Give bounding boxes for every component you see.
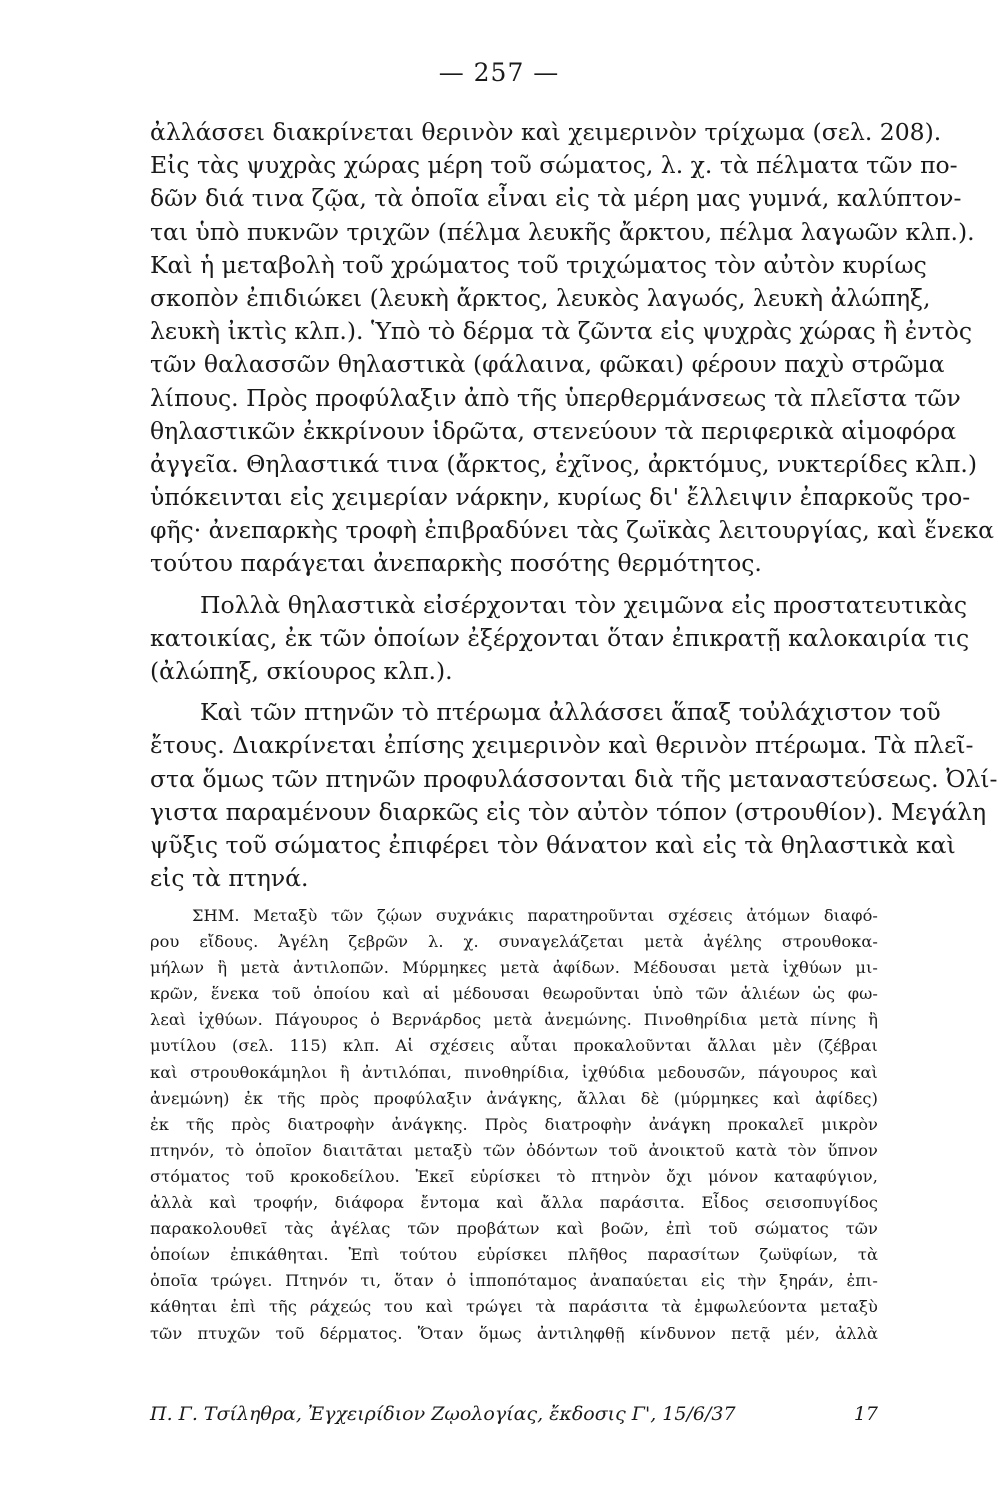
note-line: κρῶν, ἕνεκα τοῦ ὁποίου καὶ αἱ μέδουσαι θεωροῦνται ὑπὸ τῶν ἁλιέων ὡς φω- [150,984,878,1004]
note-line: ἐκ τῆς πρὸς διατροφὴν ἀνάγκης. Πρὸς διατροφὴν ἀνάγκη προκαλεῖ μικρὸν [150,1114,878,1134]
note-line: καὶ στρουθοκάμηλοι ἢ ἀντιλόπαι, πινοθηρίδια, ἰχθύδια μεδουσῶν, πάγουρος καὶ [150,1062,878,1082]
text-line: ἔτους. Διακρίνεται ἐπίσης χειμερινὸν καὶ θερινὸν πτέρωμα. Τὰ πλεῖ- [150,731,974,760]
footnote-block [150,903,878,1347]
text-line: στα ὅμως τῶν πτηνῶν προφυλάσσονται διὰ τῆς μεταναστεύσεως. Ὀλί- [150,764,998,793]
text-line: τούτου παράγεται ἀνεπαρκὴς ποσότης θερμότητος. [150,549,762,578]
text-line: ψῦξις τοῦ σώματος ἐπιφέρει τὸν θάνατον καὶ εἰς τὰ θηλαστικὰ καὶ [150,830,956,859]
main-text [150,116,998,895]
note-line: ΣΗΜ. Μεταξὺ τῶν ζῴων συχνάκις παρατηροῦνται σχέσεις ἀτόμων διαφό- [192,906,878,925]
note-line: ρου εἴδους. Ἀγέλη ζεβρῶν λ. χ. συναγελάζεται μετὰ ἀγέλης στρουθοκα- [150,932,878,952]
paragraph-3 [150,696,998,895]
text-line: εἰς τὰ πτηνά. [150,864,309,893]
text-line: κατοικίας, ἐκ τῶν ὁποίων ἐξέρχονται ὅταν ἐπικρατῇ καλοκαιρία τις [150,623,970,652]
paragraph-1 [150,116,995,581]
text-line: (ἀλώπηξ, σκίουρος κλπ.). [150,657,453,685]
text-line: λίπους. Πρὸς προφύλαξιν ἀπὸ τῆς ὑπερθερμάνσεως τὰ πλεῖστα τῶν [150,383,961,412]
text-line: Πολλὰ θηλαστικὰ εἰσέρχονται τὸν χειμῶνα εἰς προστατευτικὰς [200,590,968,619]
note-line: ἀνεμώνη) ἐκ τῆς πρὸς προφύλαξιν ἀνάγκης, ἄλλαι δὲ (μύρμηκες καὶ ἀφίδες) [150,1088,878,1108]
note-line: κάθηται ἐπὶ τῆς ράχεώς του καὶ τρώγει τὰ παράσιτα τὰ ἐμφωλεύοντα μεταξὺ [150,1297,878,1317]
note-line: λεαὶ ἰχθύων. Πάγουρος ὁ Βερνάρδος μετὰ ἀνεμώνης. Πινοθηρίδια μετὰ πίνης ἢ [150,1010,878,1030]
page-number: — 257 — [438,58,560,87]
text-line: ἀλλάσσει διακρίνεται θερινὸν καὶ χειμερινὸν τρίχωμα (σελ. 208). [150,118,942,146]
text-line: λευκὴ ἰκτὶς κλπ.). Ὑπὸ τὸ δέρμα τὰ ζῶντα εἰς ψυχρὰς χώρας ἢ ἐντὸς [150,317,972,346]
note-line: ὁποῖα τρώγει. Πτηνόν τι, ὅταν ὁ ἱπποπόταμος ἀναπαύεται εἰς τὴν ξηράν, ἐπι- [150,1271,878,1291]
signature-mark: 17 [853,1403,878,1425]
note-line: παρακολουθεῖ τὰς ἀγέλας τῶν προβάτων καὶ βοῶν, ἐπὶ τοῦ σώματος τῶν [150,1219,878,1239]
text-line: θηλαστικῶν ἐκκρίνουν ἱδρῶτα, στενεύουν τὰ περιφερικὰ αἱμοφόρα [150,416,957,445]
page-footer [150,1400,878,1428]
paragraph-2 [150,589,970,689]
text-line: ὑπόκεινται εἰς χειμερίαν νάρκην, κυρίως δι' ἔλλειψιν ἐπαρκοῦς τρο- [150,483,971,512]
note-line: πτηνόν, τὸ ὁποῖον διαιτᾶται μεταξὺ τῶν ὀδόντων τοῦ ἀνοικτοῦ κατὰ τὸν ὕπνον [150,1140,878,1160]
text-line: ται ὑπὸ πυκνῶν τριχῶν (πέλμα λευκῆς ἄρκτου, πέλμα λαγωῶν κλπ.). [150,217,975,246]
note-line: τῶν πτυχῶν τοῦ δέρματος. Ὅταν ὅμως ἀντιληφθῇ κίνδυνον πετᾷ μέν, ἀλλὰ [150,1323,878,1343]
text-line: σκοπὸν ἐπιδιώκει (λευκὴ ἄρκτος, λευκὸς λαγωός, λευκὴ ἀλώπηξ, [150,283,931,312]
text-line: ἀγγεῖα. Θηλαστικά τινα (ἄρκτος, ἐχῖνος, ἀρκτόμυς, νυκτερίδες κλπ.) [150,449,978,478]
text-line: τῶν θαλασσῶν θηλαστικὰ (φάλαινα, φῶκαι) φέρουν παχὺ στρῶμα [150,350,945,379]
footer-citation: Π. Γ. Τσίληθρα, Ἐγχειρίδιον Ζῳολογίας, ἔκδοσις Γ', 15/6/37 [150,1403,736,1425]
text-line: φῆς· ἀνεπαρκὴς τροφὴ ἐπιβραδύνει τὰς ζωϊκὰς λειτουργίας, καὶ ἕνεκα [150,516,995,545]
note-line: στόματος τοῦ κροκοδείλου. Ἐκεῖ εὑρίσκει τὸ πτηνὸν ὄχι μόνον καταφύγιον, [150,1166,878,1186]
note-line: μυτίλου (σελ. 115) κλπ. Αἱ σχέσεις αὗται προκαλοῦνται ἄλλαι μὲν (ζέβραι [150,1036,878,1056]
note-line: μήλων ἢ μετὰ ἀντιλοπῶν. Μύρμηκες μετὰ ἀφίδων. Μέδουσαι μετὰ ἰχθύων μι- [150,958,878,978]
note-line: ὁποίων ἐπικάθηται. Ἐπὶ τούτου εὑρίσκει πλῆθος παρασίτων ζωϋφίων, τὰ [150,1245,878,1265]
paragraph-gap [150,688,878,696]
paragraph-gap [150,581,878,589]
text-line: γιστα παραμένουν διαρκῶς εἰς τὸν αὐτὸν τόπον (στρουθίον). Μεγάλη [150,797,987,826]
text-line: δῶν διά τινα ζῷα, τὰ ὁποῖα εἶναι εἰς τὰ μέρη μας γυμνά, καλύπτον- [150,184,962,213]
text-line: Καὶ τῶν πτηνῶν τὸ πτέρωμα ἀλλάσσει ἅπαξ τοὐλάχιστον τοῦ [200,698,941,727]
text-line: Καὶ ἡ μεταβολὴ τοῦ χρώματος τοῦ τριχώματος τὸν αὐτὸν κυρίως [150,250,927,279]
text-line: Εἰς τὰς ψυχρὰς χώρας μέρη τοῦ σώματος, λ. χ. τὰ πέλματα τῶν πο- [150,151,958,180]
note-line: ἀλλὰ καὶ τροφήν, διάφορα ἔντομα καὶ ἄλλα παράσιτα. Εἶδος σεισοπυγίδος [150,1193,878,1213]
